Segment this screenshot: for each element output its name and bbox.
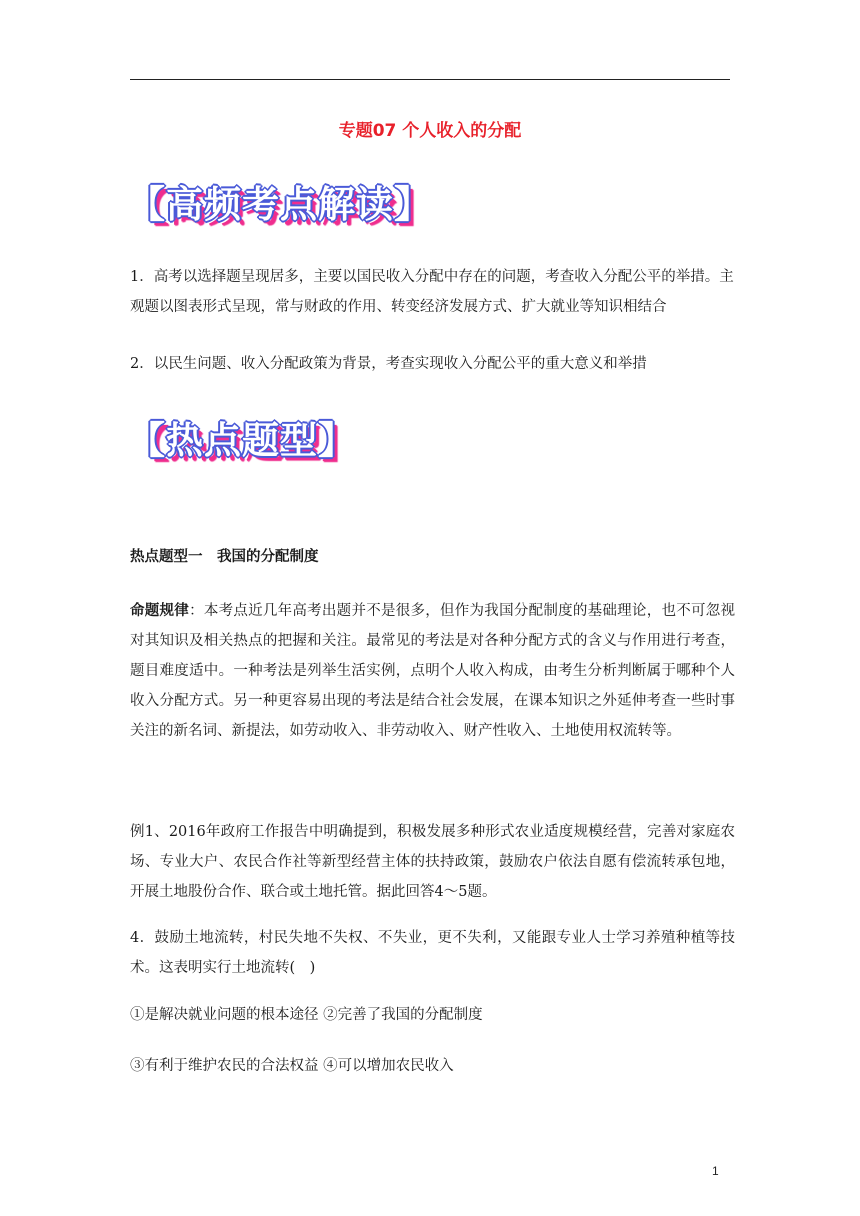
rule-text: ：本考点近几年高考出题并不是很多，但作为我国分配制度的基础理论，也不可忽视对其知识及相关热点的把握和关注。最常见的考法是对各种分配方式的含义与作用进行考查，题目难度适中。一种考法是列举生活实例，点明个人收入构成，由考生分析判断属于哪种个人收入分配方式。另一种更容易出现的考法是结合社会发展，在课本知识之外延伸考查一些时事关注的新名词、新提法，如劳动收入、非劳动收入、财产性收入、土地使用权流转等。 [130,603,736,739]
rule-paragraph [130,596,735,746]
page-number: 1 [712,1164,719,1178]
page-title: 专题07 个人收入的分配 [338,121,522,141]
options-line-1: ①是解决就业问题的根本途径 ②完善了我国的分配制度 [130,1007,483,1023]
banner-hot-question-types: 【热点题型】 [128,419,356,462]
options-line-2: ③有利于维护农民的合法权益 ④可以增加农民收入 [130,1058,454,1074]
point-1: 1．高考以选择题呈现居多，主要以国民收入分配中存在的问题，考查收入分配公平的举措。主观题以图表形式呈现，常与财政的作用、转变经济发展方式、扩大就业等知识相结合 [130,269,734,315]
point-2: 2．以民生问题、收入分配政策为背景，考查实现收入分配公平的重大意义和举措 [130,356,647,372]
example-1: 例1、2016年政府工作报告中明确提到，积极发展多种形式农业适度规模经营，完善对家庭农场、专业大户、农民合作社等新型经营主体的扶持政策，鼓励农户依法自愿有偿流转承包地，开展土地股份合作、联合或土地托管。据此回答4～5题。 [130,824,735,900]
banner-high-frequency-points: 【高频考点解读】 [128,183,432,226]
question-4: 4．鼓励土地流转，村民失地不失权、不失业，更不失利，又能跟专业人士学习养殖种植等技术。这表明实行土地流转( ) [130,930,735,976]
header-rule [130,79,730,80]
section-heading: 热点题型一 我国的分配制度 [130,549,319,565]
rule-label: 命题规律 [130,603,190,619]
